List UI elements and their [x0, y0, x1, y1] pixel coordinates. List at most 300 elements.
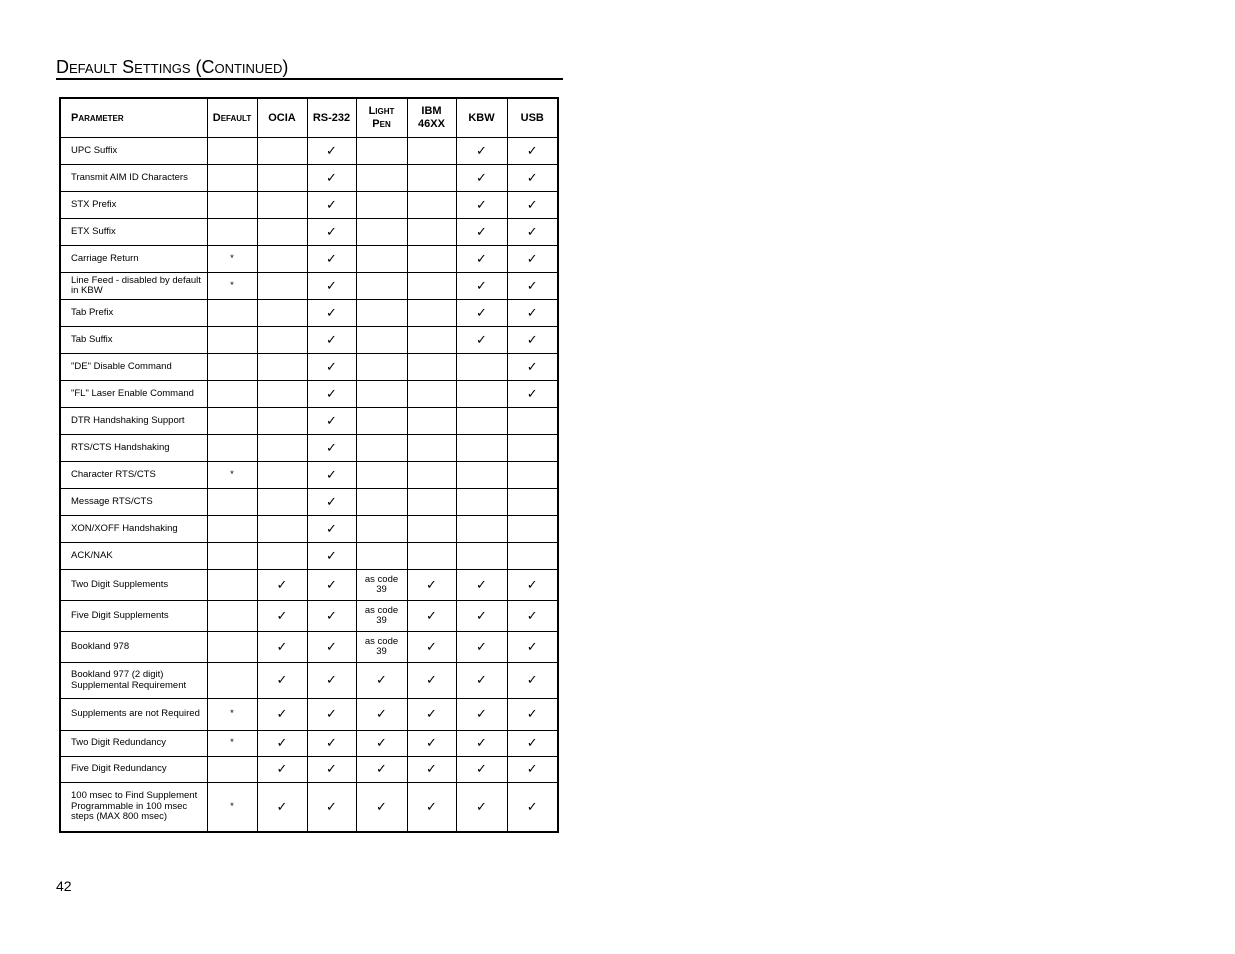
check-icon: ✓ — [476, 142, 487, 158]
row-parameter: ETX Suffix — [60, 219, 207, 246]
cell-ocia — [257, 570, 307, 601]
cell-rs232 — [307, 192, 356, 219]
cell-light-pen — [356, 246, 407, 273]
check-icon: ✓ — [326, 331, 337, 347]
check-icon: ✓ — [326, 304, 337, 320]
check-icon: ✓ — [326, 547, 337, 563]
cell-kbw — [456, 462, 507, 489]
header-light-pen — [356, 98, 407, 138]
default-marker: * — [230, 468, 234, 480]
check-icon: ✓ — [526, 638, 538, 654]
cell-usb — [507, 273, 558, 300]
check-icon: ✓ — [526, 196, 538, 212]
table-row — [60, 570, 558, 601]
cell-usb — [507, 543, 558, 570]
cell-light-pen — [356, 138, 407, 165]
table-row — [60, 327, 558, 354]
cell-ocia — [257, 381, 307, 408]
check-icon: ✓ — [326, 672, 337, 688]
cell-default — [207, 489, 257, 516]
table-row — [60, 354, 558, 381]
check-icon: ✓ — [476, 672, 487, 688]
table-row — [60, 462, 558, 489]
cell-light-pen — [356, 516, 407, 543]
check-icon: ✓ — [526, 142, 538, 158]
cell-usb — [507, 246, 558, 273]
check-icon: ✓ — [526, 331, 538, 347]
cell-default — [207, 273, 257, 300]
cell-default — [207, 699, 257, 731]
row-parameter: Supplements are not Required — [60, 699, 207, 731]
table-row — [60, 516, 558, 543]
cell-ocia — [257, 632, 307, 663]
cell-rs232 — [307, 570, 356, 601]
cell-light-pen — [356, 462, 407, 489]
cell-default — [207, 327, 257, 354]
cell-ibm — [407, 516, 456, 543]
header-light-pen-line1: Light — [368, 105, 395, 117]
cell-kbw — [456, 138, 507, 165]
header-default: Default — [207, 98, 257, 138]
cell-kbw — [456, 783, 507, 832]
cell-usb — [507, 570, 558, 601]
row-parameter: Five Digit Supplements — [60, 601, 207, 632]
row-parameter: "FL" Laser Enable Command — [60, 381, 207, 408]
check-icon: ✓ — [526, 223, 538, 239]
check-icon: ✓ — [326, 706, 337, 722]
check-icon: ✓ — [426, 706, 437, 722]
cell-rs232 — [307, 462, 356, 489]
cell-default — [207, 731, 257, 757]
check-icon: ✓ — [276, 706, 288, 722]
cell-usb — [507, 381, 558, 408]
check-icon: ✓ — [526, 761, 538, 777]
row-parameter: "DE" Disable Command — [60, 354, 207, 381]
check-icon: ✓ — [426, 672, 437, 688]
check-icon: ✓ — [476, 576, 487, 592]
page-title: Default Settings (Continued) — [56, 56, 563, 80]
check-icon: ✓ — [526, 798, 538, 814]
cell-rs232 — [307, 327, 356, 354]
check-icon: ✓ — [426, 735, 437, 751]
table-row — [60, 757, 558, 783]
cell-ibm — [407, 757, 456, 783]
header-light-pen-line2: Pen — [372, 118, 391, 130]
check-icon: ✓ — [476, 169, 487, 185]
check-icon: ✓ — [426, 638, 437, 654]
row-parameter: Tab Suffix — [60, 327, 207, 354]
cell-ocia — [257, 601, 307, 632]
check-icon: ✓ — [426, 607, 437, 623]
row-parameter: Bookland 978 — [60, 632, 207, 663]
table-row — [60, 300, 558, 327]
check-icon: ✓ — [376, 735, 387, 751]
cell-ocia — [257, 757, 307, 783]
cell-kbw — [456, 663, 507, 699]
cell-ocia — [257, 663, 307, 699]
cell-ocia — [257, 699, 307, 731]
cell-light-pen — [356, 632, 407, 663]
cell-ibm — [407, 219, 456, 246]
cell-usb — [507, 192, 558, 219]
cell-light-pen — [356, 300, 407, 327]
cell-usb — [507, 435, 558, 462]
check-icon: ✓ — [476, 277, 487, 293]
check-icon: ✓ — [276, 761, 288, 777]
check-icon: ✓ — [526, 385, 538, 401]
cell-ibm — [407, 300, 456, 327]
cell-kbw — [456, 408, 507, 435]
row-parameter: ACK/NAK — [60, 543, 207, 570]
cell-kbw — [456, 731, 507, 757]
check-icon: ✓ — [326, 223, 337, 239]
cell-usb — [507, 219, 558, 246]
table-row — [60, 489, 558, 516]
row-parameter: Character RTS/CTS — [60, 462, 207, 489]
table-row — [60, 165, 558, 192]
cell-usb — [507, 165, 558, 192]
cell-ibm — [407, 783, 456, 832]
cell-ibm — [407, 699, 456, 731]
table-row — [60, 783, 558, 832]
cell-usb — [507, 300, 558, 327]
cell-rs232 — [307, 757, 356, 783]
cell-usb — [507, 757, 558, 783]
cell-ocia — [257, 300, 307, 327]
cell-ibm — [407, 354, 456, 381]
cell-ibm — [407, 489, 456, 516]
table-row — [60, 663, 558, 699]
cell-usb — [507, 516, 558, 543]
check-icon: ✓ — [326, 798, 337, 814]
check-icon: ✓ — [326, 169, 337, 185]
cell-usb — [507, 354, 558, 381]
cell-ibm — [407, 570, 456, 601]
check-icon: ✓ — [326, 250, 337, 266]
row-parameter: Transmit AIM ID Characters — [60, 165, 207, 192]
cell-rs232 — [307, 632, 356, 663]
check-icon: ✓ — [326, 520, 337, 536]
cell-usb — [507, 699, 558, 731]
cell-light-pen — [356, 408, 407, 435]
check-icon: ✓ — [526, 358, 538, 374]
cell-light-pen — [356, 354, 407, 381]
cell-rs232 — [307, 435, 356, 462]
table-header-row — [60, 98, 558, 138]
cell-light-pen — [356, 489, 407, 516]
cell-kbw — [456, 570, 507, 601]
row-parameter: Line Feed - disabled by default in KBW — [60, 273, 207, 300]
cell-light-pen — [356, 165, 407, 192]
check-icon: ✓ — [476, 607, 487, 623]
cell-ocia — [257, 489, 307, 516]
row-parameter: Two Digit Redundancy — [60, 731, 207, 757]
cell-ibm — [407, 246, 456, 273]
check-icon: ✓ — [476, 223, 487, 239]
cell-light-pen — [356, 381, 407, 408]
table-row — [60, 699, 558, 731]
cell-kbw — [456, 516, 507, 543]
cell-ibm — [407, 408, 456, 435]
table-row — [60, 192, 558, 219]
check-icon: ✓ — [326, 142, 337, 158]
row-parameter: DTR Handshaking Support — [60, 408, 207, 435]
cell-rs232 — [307, 543, 356, 570]
cell-rs232 — [307, 138, 356, 165]
check-icon: ✓ — [326, 576, 337, 592]
cell-kbw — [456, 192, 507, 219]
header-ocia: OCIA — [257, 98, 307, 138]
check-icon: ✓ — [476, 196, 487, 212]
cell-kbw — [456, 300, 507, 327]
cell-light-pen — [356, 327, 407, 354]
cell-kbw — [456, 543, 507, 570]
default-marker: * — [230, 252, 234, 264]
cell-default — [207, 543, 257, 570]
check-icon: ✓ — [526, 706, 538, 722]
cell-usb — [507, 462, 558, 489]
check-icon: ✓ — [476, 304, 487, 320]
cell-ocia — [257, 138, 307, 165]
cell-ibm — [407, 435, 456, 462]
check-icon: ✓ — [376, 706, 387, 722]
table-row — [60, 246, 558, 273]
cell-kbw — [456, 757, 507, 783]
check-icon: ✓ — [326, 412, 337, 428]
cell-kbw — [456, 219, 507, 246]
check-icon: ✓ — [476, 250, 487, 266]
as-code-note-line2: 39 — [376, 646, 387, 657]
cell-light-pen — [356, 570, 407, 601]
cell-usb — [507, 731, 558, 757]
cell-ocia — [257, 783, 307, 832]
cell-ibm — [407, 462, 456, 489]
cell-ocia — [257, 219, 307, 246]
cell-ocia — [257, 543, 307, 570]
cell-kbw — [456, 327, 507, 354]
cell-kbw — [456, 354, 507, 381]
row-parameter: Two Digit Supplements — [60, 570, 207, 601]
row-parameter: Carriage Return — [60, 246, 207, 273]
check-icon: ✓ — [476, 761, 487, 777]
row-parameter: 100 msec to Find Supplement Programmable in 100 msec steps (MAX 800 msec) — [60, 783, 207, 832]
row-parameter: UPC Suffix — [60, 138, 207, 165]
check-icon: ✓ — [476, 798, 487, 814]
check-icon: ✓ — [476, 735, 487, 751]
cell-light-pen — [356, 699, 407, 731]
cell-ocia — [257, 192, 307, 219]
cell-light-pen — [356, 192, 407, 219]
cell-ibm — [407, 601, 456, 632]
cell-default — [207, 138, 257, 165]
table-row — [60, 543, 558, 570]
cell-rs232 — [307, 273, 356, 300]
cell-usb — [507, 601, 558, 632]
cell-kbw — [456, 435, 507, 462]
check-icon: ✓ — [326, 638, 337, 654]
cell-default — [207, 435, 257, 462]
cell-default — [207, 632, 257, 663]
cell-rs232 — [307, 300, 356, 327]
cell-default — [207, 246, 257, 273]
cell-rs232 — [307, 663, 356, 699]
cell-ocia — [257, 354, 307, 381]
table-row — [60, 381, 558, 408]
as-code-note-line2: 39 — [376, 615, 387, 626]
header-parameter: Parameter — [60, 98, 207, 138]
cell-rs232 — [307, 165, 356, 192]
cell-ocia — [257, 165, 307, 192]
as-code-note-line1: as code — [364, 573, 399, 585]
check-icon: ✓ — [276, 798, 288, 814]
cell-ibm — [407, 632, 456, 663]
check-icon: ✓ — [276, 672, 288, 688]
check-icon: ✓ — [326, 277, 337, 293]
table-row — [60, 731, 558, 757]
row-parameter: STX Prefix — [60, 192, 207, 219]
cell-rs232 — [307, 408, 356, 435]
cell-kbw — [456, 381, 507, 408]
cell-rs232 — [307, 699, 356, 731]
cell-default — [207, 663, 257, 699]
cell-default — [207, 381, 257, 408]
cell-ibm — [407, 273, 456, 300]
cell-usb — [507, 783, 558, 832]
cell-kbw — [456, 601, 507, 632]
check-icon: ✓ — [276, 576, 288, 592]
cell-light-pen — [356, 219, 407, 246]
cell-rs232 — [307, 601, 356, 632]
cell-light-pen — [356, 601, 407, 632]
check-icon: ✓ — [326, 439, 337, 455]
table-row — [60, 138, 558, 165]
cell-usb — [507, 489, 558, 516]
check-icon: ✓ — [276, 735, 288, 751]
cell-ocia — [257, 246, 307, 273]
cell-light-pen — [356, 757, 407, 783]
check-icon: ✓ — [526, 304, 538, 320]
row-parameter: Tab Prefix — [60, 300, 207, 327]
cell-default — [207, 219, 257, 246]
cell-ocia — [257, 462, 307, 489]
cell-light-pen — [356, 273, 407, 300]
check-icon: ✓ — [526, 169, 538, 185]
cell-default — [207, 516, 257, 543]
check-icon: ✓ — [426, 798, 437, 814]
check-icon: ✓ — [476, 706, 487, 722]
cell-ibm — [407, 543, 456, 570]
header-kbw: KBW — [456, 98, 507, 138]
check-icon: ✓ — [376, 798, 387, 814]
cell-rs232 — [307, 489, 356, 516]
cell-ocia — [257, 408, 307, 435]
cell-ocia — [257, 327, 307, 354]
as-code-note-line2: 39 — [376, 584, 387, 595]
table-row — [60, 632, 558, 663]
header-rs232: RS-232 — [307, 98, 356, 138]
cell-ocia — [257, 435, 307, 462]
cell-rs232 — [307, 731, 356, 757]
cell-ocia — [257, 731, 307, 757]
header-ibm-46xx — [407, 98, 456, 138]
row-parameter: Bookland 977 (2 digit) Supplemental Requirement — [60, 663, 207, 699]
check-icon: ✓ — [526, 735, 538, 751]
check-icon: ✓ — [376, 672, 387, 688]
cell-default — [207, 354, 257, 381]
cell-light-pen — [356, 731, 407, 757]
table-row — [60, 219, 558, 246]
cell-default — [207, 192, 257, 219]
check-icon: ✓ — [326, 358, 337, 374]
default-marker: * — [230, 800, 234, 812]
cell-ibm — [407, 192, 456, 219]
table-row — [60, 408, 558, 435]
cell-rs232 — [307, 246, 356, 273]
check-icon: ✓ — [326, 493, 337, 509]
row-parameter: RTS/CTS Handshaking — [60, 435, 207, 462]
as-code-note-line1: as code — [364, 604, 399, 616]
cell-ibm — [407, 731, 456, 757]
page-number: 42 — [56, 878, 72, 894]
check-icon: ✓ — [476, 331, 487, 347]
check-icon: ✓ — [526, 250, 538, 266]
cell-ibm — [407, 165, 456, 192]
check-icon: ✓ — [276, 638, 288, 654]
cell-ocia — [257, 273, 307, 300]
header-ibm-line1: IBM — [421, 105, 442, 117]
check-icon: ✓ — [326, 761, 337, 777]
cell-ibm — [407, 138, 456, 165]
check-icon: ✓ — [326, 735, 337, 751]
cell-kbw — [456, 273, 507, 300]
row-parameter: XON/XOFF Handshaking — [60, 516, 207, 543]
cell-usb — [507, 632, 558, 663]
cell-light-pen — [356, 543, 407, 570]
table-row — [60, 273, 558, 300]
cell-usb — [507, 138, 558, 165]
cell-ibm — [407, 327, 456, 354]
cell-ocia — [257, 516, 307, 543]
cell-default — [207, 570, 257, 601]
cell-rs232 — [307, 219, 356, 246]
check-icon: ✓ — [526, 277, 538, 293]
cell-ibm — [407, 663, 456, 699]
cell-light-pen — [356, 435, 407, 462]
cell-kbw — [456, 699, 507, 731]
check-icon: ✓ — [426, 576, 437, 592]
cell-default — [207, 757, 257, 783]
cell-kbw — [456, 165, 507, 192]
cell-default — [207, 601, 257, 632]
cell-default — [207, 165, 257, 192]
default-marker: * — [230, 279, 234, 291]
cell-rs232 — [307, 516, 356, 543]
cell-kbw — [456, 632, 507, 663]
cell-light-pen — [356, 783, 407, 832]
cell-default — [207, 462, 257, 489]
cell-usb — [507, 408, 558, 435]
check-icon: ✓ — [526, 576, 538, 592]
check-icon: ✓ — [476, 638, 487, 654]
row-parameter: Five Digit Redundancy — [60, 757, 207, 783]
cell-usb — [507, 327, 558, 354]
check-icon: ✓ — [326, 385, 337, 401]
cell-usb — [507, 663, 558, 699]
cell-default — [207, 300, 257, 327]
default-marker: * — [230, 737, 234, 749]
cell-light-pen — [356, 663, 407, 699]
check-icon: ✓ — [526, 672, 538, 688]
